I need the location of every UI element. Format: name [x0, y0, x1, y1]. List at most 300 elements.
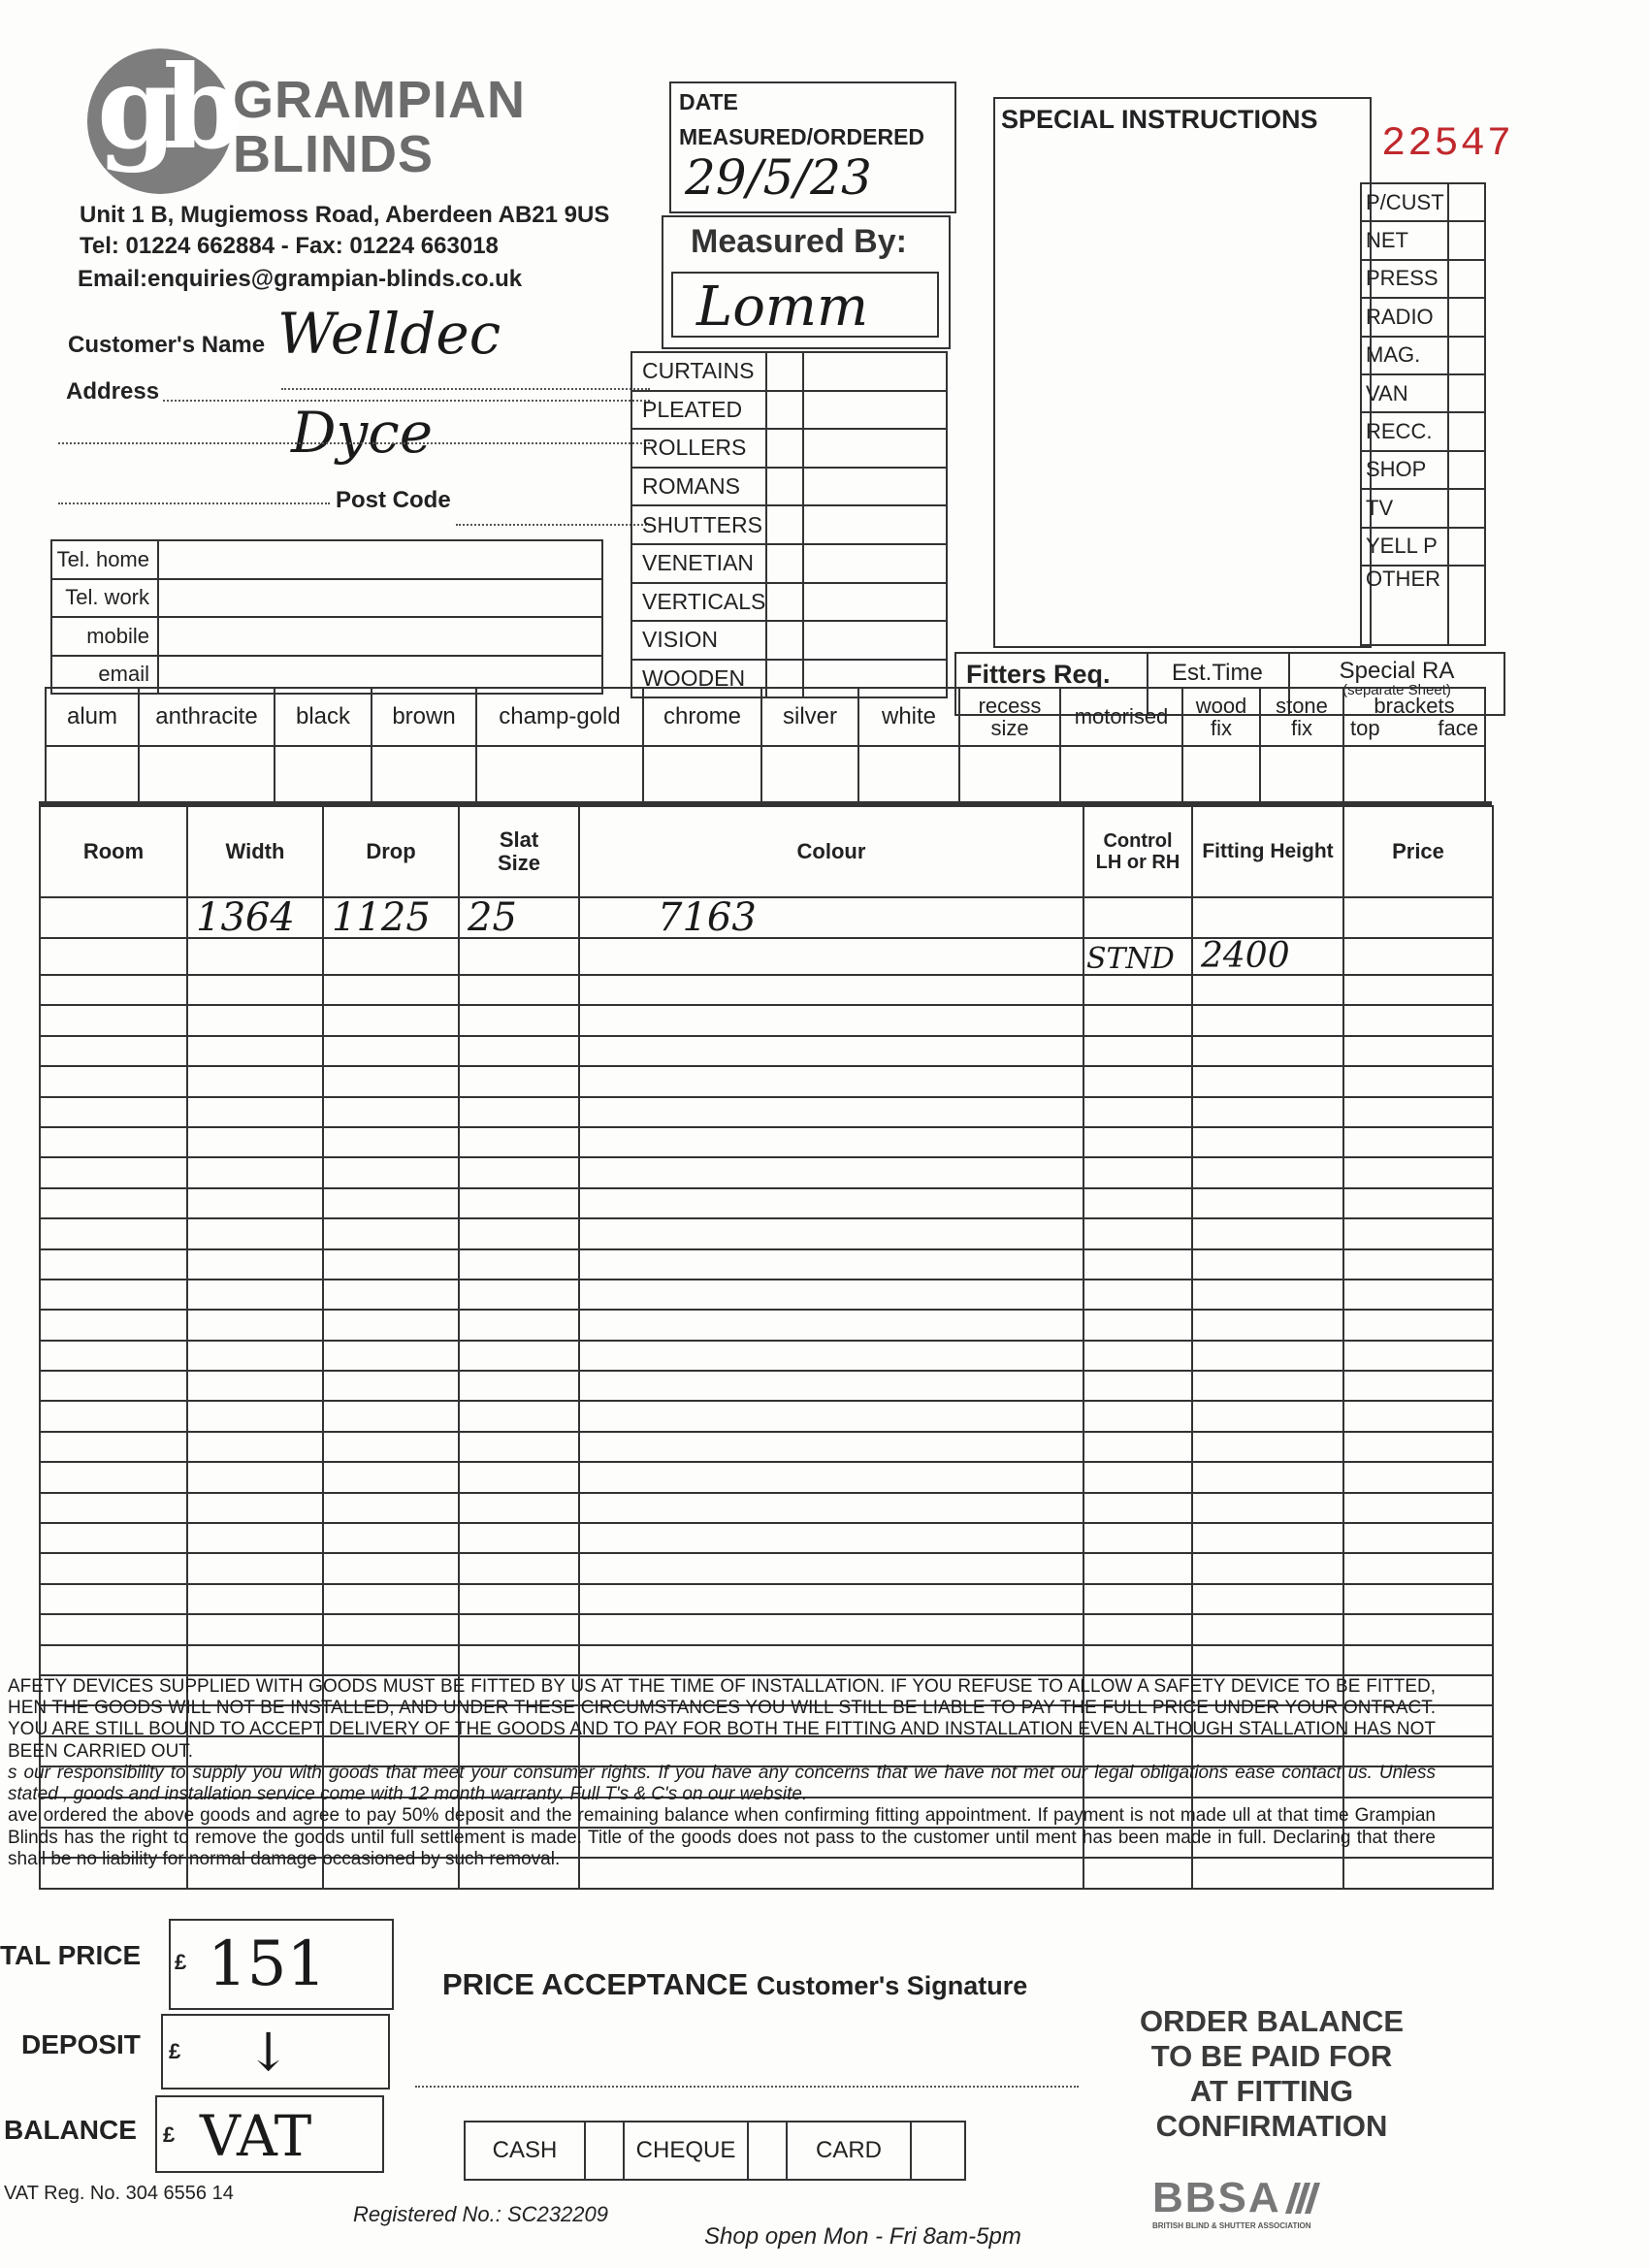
source-checkbox[interactable]	[1448, 451, 1485, 489]
colour-check-brackets[interactable]	[1343, 746, 1485, 802]
cell-price[interactable]	[1343, 1614, 1493, 1644]
balance-label: BALANCE	[4, 2115, 137, 2145]
product-checkbox[interactable]	[766, 544, 803, 583]
cell-price[interactable]	[1343, 1127, 1493, 1157]
cell-control[interactable]	[1083, 1036, 1192, 1066]
header-slat-line2: Size	[497, 851, 541, 875]
address-line-2[interactable]	[58, 442, 650, 444]
cell-control[interactable]	[1083, 897, 1192, 938]
product-row	[631, 505, 947, 544]
terms-consumer-rights-paragraph: s our responsibility to supply you with goods that meet your consumer rights. If you have any concerns that we have not met our legal obligations ease contact us. Unless stated , goods and installation service come with 12 month warranty. Full T's & C's on our website.	[8, 1762, 1436, 1805]
cell-room[interactable]	[40, 1249, 187, 1280]
product-checkbox[interactable]	[766, 468, 803, 506]
cell-width[interactable]	[187, 1462, 323, 1492]
product-checkbox[interactable]	[766, 391, 803, 430]
cell-fitting-height[interactable]	[1192, 975, 1343, 1005]
cell-drop[interactable]	[323, 1097, 459, 1127]
cell-price[interactable]	[1343, 1097, 1493, 1127]
product-notes[interactable]	[803, 468, 947, 506]
cell-drop[interactable]	[323, 1462, 459, 1492]
order-row	[40, 1645, 1493, 1675]
cell-drop[interactable]	[323, 1157, 459, 1187]
cell-slat-size[interactable]	[459, 1371, 579, 1401]
cell-control[interactable]	[1083, 1341, 1192, 1371]
cell-width[interactable]	[187, 1341, 323, 1371]
colour-check-anthracite[interactable]	[139, 746, 275, 802]
cell-fitting-height[interactable]	[1192, 1188, 1343, 1218]
cell-fitting-height[interactable]	[1192, 1249, 1343, 1280]
cell-width[interactable]	[187, 1584, 323, 1614]
cell-price[interactable]	[1343, 1462, 1493, 1492]
cell-fitting-height[interactable]	[1192, 1645, 1343, 1675]
cell-price[interactable]	[1343, 1401, 1493, 1431]
cell-price[interactable]	[1343, 1341, 1493, 1371]
colour-check-wood-fix[interactable]	[1182, 746, 1260, 802]
cell-price[interactable]	[1343, 1218, 1493, 1248]
cell-fitting-height[interactable]	[1192, 1432, 1343, 1462]
colour-check-alum[interactable]	[46, 746, 139, 802]
cell-room[interactable]	[40, 1097, 187, 1127]
balance-box[interactable]	[155, 2095, 384, 2173]
cell-control[interactable]	[1083, 1218, 1192, 1248]
cell-fitting-height[interactable]	[1192, 1280, 1343, 1310]
colour-check-black[interactable]	[275, 746, 372, 802]
header-price: Price	[1343, 806, 1493, 897]
cell-drop[interactable]	[323, 1005, 459, 1035]
cell-room[interactable]	[40, 1157, 187, 1187]
cell-fitting-height[interactable]	[1192, 1614, 1343, 1644]
cell-drop[interactable]	[323, 1249, 459, 1280]
wood-label-1: wood	[1195, 693, 1247, 718]
cell-drop[interactable]	[323, 1371, 459, 1401]
cell-fitting-height[interactable]	[1192, 1462, 1343, 1492]
cell-price[interactable]	[1343, 938, 1493, 975]
cell-colour[interactable]	[579, 1432, 1083, 1462]
cell-colour[interactable]	[579, 1249, 1083, 1280]
cell-colour[interactable]	[579, 1523, 1083, 1553]
cell-colour[interactable]	[579, 1553, 1083, 1583]
cell-control[interactable]	[1083, 1127, 1192, 1157]
brackets-face-label: face	[1438, 716, 1478, 740]
cell-width[interactable]	[187, 1310, 323, 1340]
cell-room[interactable]	[40, 1493, 187, 1523]
product-notes[interactable]	[803, 352, 947, 391]
cell-slat-size[interactable]	[459, 1188, 579, 1218]
cell-control[interactable]	[1083, 1280, 1192, 1310]
cell-drop[interactable]	[323, 1432, 459, 1462]
cell-room[interactable]	[40, 1645, 187, 1675]
cell-colour[interactable]	[579, 1462, 1083, 1492]
colour-check-motorised[interactable]	[1060, 746, 1182, 802]
cell-width[interactable]	[187, 1218, 323, 1248]
company-phone: Tel: 01224 662884 - Fax: 01224 663018	[80, 233, 499, 259]
colour-check-brown[interactable]	[372, 746, 476, 802]
cell-colour[interactable]	[579, 1310, 1083, 1340]
cell-control[interactable]	[1083, 1523, 1192, 1553]
source-checkbox[interactable]	[1448, 298, 1485, 336]
cell-room[interactable]	[40, 1614, 187, 1644]
cell-price[interactable]	[1343, 1645, 1493, 1675]
product-checkbox[interactable]	[766, 429, 803, 468]
cell-fitting-height[interactable]	[1192, 1157, 1343, 1187]
cell-price[interactable]	[1343, 1005, 1493, 1035]
est-time-label: Est.Time	[1172, 660, 1263, 686]
cell-width[interactable]	[187, 1097, 323, 1127]
cell-fitting-height[interactable]	[1192, 1097, 1343, 1127]
cell-control[interactable]	[1083, 1097, 1192, 1127]
cell-width[interactable]	[187, 1188, 323, 1218]
cell-slat-size[interactable]	[459, 1645, 579, 1675]
product-row	[631, 621, 947, 660]
colour-check-white[interactable]	[858, 746, 959, 802]
cell-room[interactable]	[40, 1310, 187, 1340]
source-checkbox[interactable]	[1448, 412, 1485, 450]
cell-colour[interactable]	[579, 1584, 1083, 1614]
cell-colour[interactable]: 7163	[579, 897, 1083, 938]
cell-room[interactable]	[40, 1341, 187, 1371]
product-checkbox[interactable]	[766, 505, 803, 544]
order-row	[40, 1401, 1493, 1431]
cell-drop[interactable]	[323, 1401, 459, 1431]
cell-room[interactable]	[40, 938, 187, 975]
cell-room[interactable]	[40, 1462, 187, 1492]
customer-name-line[interactable]	[281, 388, 650, 390]
cell-control[interactable]	[1083, 1493, 1192, 1523]
cell-fitting-height[interactable]	[1192, 1584, 1343, 1614]
cell-slat-size[interactable]	[459, 1280, 579, 1310]
cell-slat-size[interactable]	[459, 1432, 579, 1462]
cell-slat-size[interactable]: 25	[459, 897, 579, 938]
cell-width[interactable]	[187, 1249, 323, 1280]
cell-control[interactable]	[1083, 1249, 1192, 1280]
product-notes[interactable]	[803, 429, 947, 468]
cell-fitting-height[interactable]	[1192, 1066, 1343, 1096]
cell-drop[interactable]	[323, 1036, 459, 1066]
product-notes[interactable]	[803, 391, 947, 430]
cell-slat-size[interactable]	[459, 1036, 579, 1066]
cell-drop[interactable]	[323, 1493, 459, 1523]
cell-fitting-height[interactable]	[1192, 1371, 1343, 1401]
cell-width[interactable]	[187, 1523, 323, 1553]
header-width: Width	[187, 806, 323, 897]
cell-price[interactable]	[1343, 1432, 1493, 1462]
cell-colour[interactable]	[579, 975, 1083, 1005]
source-checkbox[interactable]	[1448, 337, 1485, 374]
cell-drop[interactable]	[323, 1066, 459, 1096]
cell-room[interactable]	[40, 1127, 187, 1157]
cell-control[interactable]	[1083, 1584, 1192, 1614]
cell-room[interactable]	[40, 1523, 187, 1553]
cell-drop[interactable]	[323, 1218, 459, 1248]
cell-fitting-height[interactable]	[1192, 1218, 1343, 1248]
cell-drop[interactable]	[323, 1645, 459, 1675]
address-line-3[interactable]	[58, 502, 330, 504]
cell-drop[interactable]	[323, 938, 459, 975]
cell-control[interactable]	[1083, 975, 1192, 1005]
cell-colour[interactable]	[579, 1005, 1083, 1035]
cell-drop[interactable]: 1125	[323, 897, 459, 938]
cell-price[interactable]	[1343, 1249, 1493, 1280]
cell-slat-size[interactable]	[459, 1341, 579, 1371]
cell-slat-size[interactable]	[459, 1584, 579, 1614]
measured-by-box[interactable]	[662, 215, 951, 349]
colour-check-champ-gold[interactable]	[476, 746, 643, 802]
contact-row	[51, 540, 602, 579]
cell-room[interactable]	[40, 1553, 187, 1583]
source-label: P/CUST	[1361, 183, 1448, 221]
source-row	[1361, 183, 1485, 221]
cell-control[interactable]	[1083, 1066, 1192, 1096]
cell-room[interactable]	[40, 1005, 187, 1035]
cell-width[interactable]	[187, 1280, 323, 1310]
cell-width[interactable]	[187, 1401, 323, 1431]
cell-price[interactable]	[1343, 1310, 1493, 1340]
product-checkbox[interactable]	[766, 352, 803, 391]
cell-price[interactable]	[1343, 975, 1493, 1005]
cell-control[interactable]	[1083, 1371, 1192, 1401]
cell-colour[interactable]	[579, 1127, 1083, 1157]
cell-slat-size[interactable]	[459, 1401, 579, 1431]
cell-colour[interactable]	[579, 1493, 1083, 1523]
special-instructions-box[interactable]	[993, 97, 1372, 648]
product-row	[631, 468, 947, 506]
cell-slat-size[interactable]	[459, 1157, 579, 1187]
cell-fitting-height[interactable]	[1192, 1310, 1343, 1340]
cell-room[interactable]	[40, 1401, 187, 1431]
cell-drop[interactable]	[323, 1553, 459, 1583]
cell-control[interactable]	[1083, 1310, 1192, 1340]
contact-label: mobile	[51, 617, 158, 656]
cell-fitting-height[interactable]: 2400	[1192, 938, 1343, 975]
cell-control[interactable]	[1083, 1005, 1192, 1035]
source-row	[1361, 298, 1485, 336]
cell-slat-size[interactable]	[459, 1462, 579, 1492]
cell-fitting-height[interactable]	[1192, 1523, 1343, 1553]
cell-price[interactable]	[1343, 1188, 1493, 1218]
cell-width[interactable]	[187, 1553, 323, 1583]
cell-width[interactable]	[187, 1127, 323, 1157]
cell-room[interactable]	[40, 1036, 187, 1066]
deposit-box[interactable]	[161, 2014, 390, 2090]
cell-width[interactable]	[187, 975, 323, 1005]
cell-price[interactable]	[1343, 897, 1493, 938]
cell-fitting-height[interactable]	[1192, 1553, 1343, 1583]
cell-colour[interactable]	[579, 1097, 1083, 1127]
cell-fitting-height[interactable]	[1192, 1005, 1343, 1035]
cell-room[interactable]	[40, 897, 187, 938]
order-balance-line4: CONFIRMATION	[1155, 2108, 1388, 2143]
source-checkbox[interactable]	[1448, 489, 1485, 527]
source-checkbox[interactable]	[1448, 528, 1485, 566]
cell-control[interactable]	[1083, 1614, 1192, 1644]
source-row	[1361, 489, 1485, 527]
source-checkbox[interactable]	[1448, 374, 1485, 412]
source-checkbox[interactable]	[1448, 566, 1485, 645]
cell-slat-size[interactable]	[459, 1249, 579, 1280]
date-measured-box[interactable]	[669, 81, 956, 213]
brand-name-line1: GRAMPIAN	[233, 71, 526, 129]
cell-colour[interactable]	[579, 1371, 1083, 1401]
cell-slat-size[interactable]	[459, 1493, 579, 1523]
product-notes[interactable]	[803, 505, 947, 544]
cell-fitting-height[interactable]	[1192, 1341, 1343, 1371]
order-row	[40, 1310, 1493, 1340]
colour-option-brown: brown	[372, 688, 476, 746]
cell-slat-size[interactable]	[459, 1614, 579, 1644]
cell-width[interactable]	[187, 1645, 323, 1675]
header-control-line2: LH or RH	[1095, 852, 1180, 873]
cell-fitting-height[interactable]	[1192, 1036, 1343, 1066]
cell-colour[interactable]	[579, 1066, 1083, 1096]
cell-fitting-height[interactable]	[1192, 1127, 1343, 1157]
colour-check-recess-size[interactable]	[959, 746, 1060, 802]
cell-control[interactable]	[1083, 1462, 1192, 1492]
cell-price[interactable]	[1343, 1280, 1493, 1310]
cell-width[interactable]	[187, 1005, 323, 1035]
colour-option-alum: alum	[46, 688, 139, 746]
cell-slat-size[interactable]	[459, 1310, 579, 1340]
cell-slat-size[interactable]	[459, 1005, 579, 1035]
cell-slat-size[interactable]	[459, 975, 579, 1005]
total-currency: £	[175, 1950, 187, 1974]
cell-slat-size[interactable]	[459, 1218, 579, 1248]
cell-slat-size[interactable]	[459, 1523, 579, 1553]
product-row	[631, 583, 947, 622]
cell-fitting-height[interactable]	[1192, 1493, 1343, 1523]
cell-slat-size[interactable]	[459, 938, 579, 975]
cell-colour[interactable]	[579, 1280, 1083, 1310]
source-label: VAN	[1361, 374, 1448, 412]
product-checkbox[interactable]	[766, 583, 803, 622]
source-checkbox[interactable]	[1448, 183, 1485, 221]
product-checkbox[interactable]	[766, 621, 803, 660]
cell-colour[interactable]	[579, 1188, 1083, 1218]
payment-card-checkbox[interactable]	[911, 2122, 965, 2180]
cell-control[interactable]	[1083, 1645, 1192, 1675]
cell-drop[interactable]	[323, 1341, 459, 1371]
cell-width[interactable]	[187, 1493, 323, 1523]
cell-room[interactable]	[40, 1432, 187, 1462]
cell-colour[interactable]	[579, 1036, 1083, 1066]
cell-slat-size[interactable]	[459, 1066, 579, 1096]
cell-fitting-height[interactable]	[1192, 1401, 1343, 1431]
cell-price[interactable]	[1343, 1036, 1493, 1066]
cell-control[interactable]: STND	[1083, 938, 1192, 975]
cell-price[interactable]	[1343, 1371, 1493, 1401]
contact-field[interactable]	[158, 617, 602, 656]
cell-width[interactable]	[187, 1157, 323, 1187]
cell-room[interactable]	[40, 1584, 187, 1614]
product-label: VISION	[631, 621, 766, 660]
cell-slat-size[interactable]	[459, 1127, 579, 1157]
cell-price[interactable]	[1343, 1157, 1493, 1187]
colour-check-stone-fix[interactable]	[1260, 746, 1343, 802]
address-value: Dyce	[291, 400, 434, 466]
cell-room[interactable]	[40, 1066, 187, 1096]
customer-name-label: Customer's Name	[68, 332, 266, 358]
product-notes[interactable]	[803, 621, 947, 660]
contact-field[interactable]	[158, 540, 602, 579]
payment-cheque-checkbox[interactable]	[748, 2122, 787, 2180]
product-notes[interactable]	[803, 583, 947, 622]
cell-slat-size[interactable]	[459, 1097, 579, 1127]
cell-width[interactable]	[187, 938, 323, 975]
source-checkbox[interactable]	[1448, 260, 1485, 298]
cell-colour[interactable]	[579, 1401, 1083, 1431]
cell-fitting-height[interactable]	[1192, 897, 1343, 938]
total-price-box[interactable]	[169, 1919, 394, 2010]
product-notes[interactable]	[803, 544, 947, 583]
cell-drop[interactable]	[323, 1523, 459, 1553]
customer-signature-line[interactable]	[415, 2086, 1079, 2088]
cell-room[interactable]	[40, 1218, 187, 1248]
source-checklist	[1360, 182, 1486, 646]
cell-room[interactable]	[40, 1280, 187, 1310]
brackets-top-label: top	[1350, 716, 1380, 740]
cell-colour[interactable]	[579, 938, 1083, 975]
header-control	[1083, 806, 1192, 897]
date-label-line1: DATE	[679, 89, 738, 114]
cell-price[interactable]	[1343, 1553, 1493, 1583]
cell-control[interactable]	[1083, 1432, 1192, 1462]
cell-drop[interactable]	[323, 1188, 459, 1218]
order-row	[40, 1249, 1493, 1280]
colour-check-silver[interactable]	[761, 746, 858, 802]
cell-control[interactable]	[1083, 1157, 1192, 1187]
source-row	[1361, 412, 1485, 450]
cell-drop[interactable]	[323, 1584, 459, 1614]
source-label: YELL P	[1361, 528, 1448, 566]
cell-slat-size[interactable]	[459, 1553, 579, 1583]
cell-width[interactable]	[187, 1614, 323, 1644]
cell-colour[interactable]	[579, 1341, 1083, 1371]
payment-cash-checkbox[interactable]	[585, 2122, 624, 2180]
cell-width[interactable]: 1364	[187, 897, 323, 938]
contact-field[interactable]	[158, 579, 602, 618]
cell-drop[interactable]	[323, 975, 459, 1005]
cell-width[interactable]	[187, 1371, 323, 1401]
cell-price[interactable]	[1343, 1493, 1493, 1523]
source-row	[1361, 566, 1485, 645]
source-checkbox[interactable]	[1448, 221, 1485, 259]
cell-drop[interactable]	[323, 1127, 459, 1157]
cell-width[interactable]	[187, 1432, 323, 1462]
cell-control[interactable]	[1083, 1401, 1192, 1431]
cell-drop[interactable]	[323, 1310, 459, 1340]
cell-control[interactable]	[1083, 1188, 1192, 1218]
cell-room[interactable]	[40, 1371, 187, 1401]
cell-price[interactable]	[1343, 1066, 1493, 1096]
payment-card-label: CARD	[787, 2122, 911, 2180]
order-number: 22547	[1381, 120, 1514, 167]
contact-row	[51, 617, 602, 656]
cell-room[interactable]	[40, 975, 187, 1005]
cell-colour[interactable]	[579, 1645, 1083, 1675]
cell-price[interactable]	[1343, 1584, 1493, 1614]
cell-colour[interactable]	[579, 1218, 1083, 1248]
cell-colour[interactable]	[579, 1157, 1083, 1187]
postcode-line[interactable]	[456, 524, 650, 526]
colour-check-chrome[interactable]	[643, 746, 761, 802]
cell-colour[interactable]	[579, 1614, 1083, 1644]
cell-width[interactable]	[187, 1036, 323, 1066]
cell-control[interactable]	[1083, 1553, 1192, 1583]
cell-drop[interactable]	[323, 1280, 459, 1310]
cell-drop[interactable]	[323, 1614, 459, 1644]
cell-width[interactable]	[187, 1066, 323, 1096]
cell-price[interactable]	[1343, 1523, 1493, 1553]
cell-room[interactable]	[40, 1188, 187, 1218]
